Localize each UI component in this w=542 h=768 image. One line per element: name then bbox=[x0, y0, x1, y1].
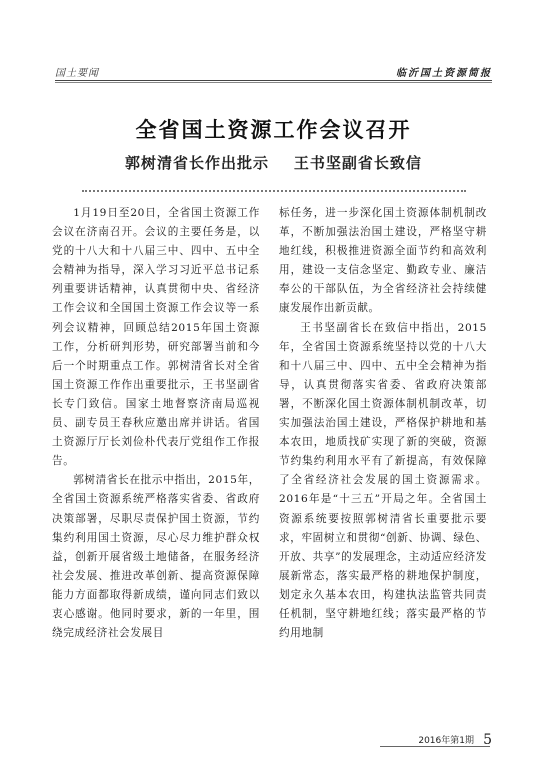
footer-rule bbox=[380, 746, 490, 747]
paragraph: 1月19日至20日，全省国土资源工作会议在济南召开。会议的主要任务是，以党的十八大和十八届三中、四中、五中全会精神为指导，深入学习习近平总书记系列重要讲话精神，认真贯彻中央、省经济工作会议和全国国土资源工作会议等一系列会议精神，回顾总结2015年国土资源工作，分析研判形势，研究部署当前和今后一个时期重点工作。郭树清省长对全省国土资源工作作出重要批示，王书坚副省长专门致信。国家土地督察济南局巡视员、副专员王春秋应邀出席并讲话。省国土资源厅厅长刘俭朴代表厅党组作工作报告。 bbox=[52, 207, 260, 468]
paragraph: 王书坚副省长在致信中指出，2015年，全省国土资源系统坚持以党的十八大和十八届三中、四中、五中全会精神为指导，认真贯彻落实省委、省政府决策部署，不断深化国土资源体制机制改革，切实加强法治国土建设，严格保护耕地和基本农田，地质找矿实现了新的突破，资源节约集约利用水平有了新提高，有效保障了全省经济社会发展的国土资源需求。2016年是“十三五”开局之年。全省国土资源系统要按照郭树清省长重要批示要求，牢固树立和贯彻“创新、协调、绿色、开放、共享”的发展理念，主动适应经济发展新常态，落实最严格的耕地保护制度，划定永久基本农田，构建执法监管共同责任机制，坚守耕地红线；落实最严格的节约用地制 bbox=[279, 321, 487, 640]
page-footer bbox=[418, 729, 492, 747]
issue-label: 2016年第1期 bbox=[418, 736, 474, 746]
paragraph-continued: 标任务，进一步深化国土资源体制机制改革，不断加强法治国土建设，严格坚守耕地红线，积极推进资源全面节约和高效利用，建设一支信念坚定、勤政专业、廉洁奉公的干部队伍，为全省经济社会持续健康发展作出新贡献。 bbox=[279, 207, 487, 315]
paragraph: 郭树清省长在批示中指出，2015年，全省国土资源系统严格落实省委、省政府决策部署，尽职尽责保护国土资源，节约集约利用国土资源，尽心尽力维护群众权益，创新开展省级土地储备，在服务经济社会发展、推进改革创新、提高资源保障能力方面都取得新成绩，谨向同志们致以衷心感谢。他同时要求，新的一年里，围绕完成经济社会发展目 bbox=[52, 474, 260, 640]
header-rule bbox=[55, 80, 492, 81]
article-subtitle: 郭树清省长作出批示 王书坚副省长致信 bbox=[125, 154, 422, 172]
right-column bbox=[279, 204, 487, 643]
section-label: 国土要闻 bbox=[55, 68, 99, 79]
article-title: 全省国土资源工作会议召开 bbox=[135, 118, 412, 142]
header-rule-thin bbox=[55, 82, 492, 83]
page-number: 5 bbox=[483, 731, 492, 748]
running-header bbox=[55, 64, 492, 80]
left-column bbox=[52, 204, 260, 643]
publication-name: 临沂国土资源简报 bbox=[396, 68, 492, 79]
article-heading bbox=[55, 114, 492, 184]
title-divider bbox=[82, 190, 466, 192]
